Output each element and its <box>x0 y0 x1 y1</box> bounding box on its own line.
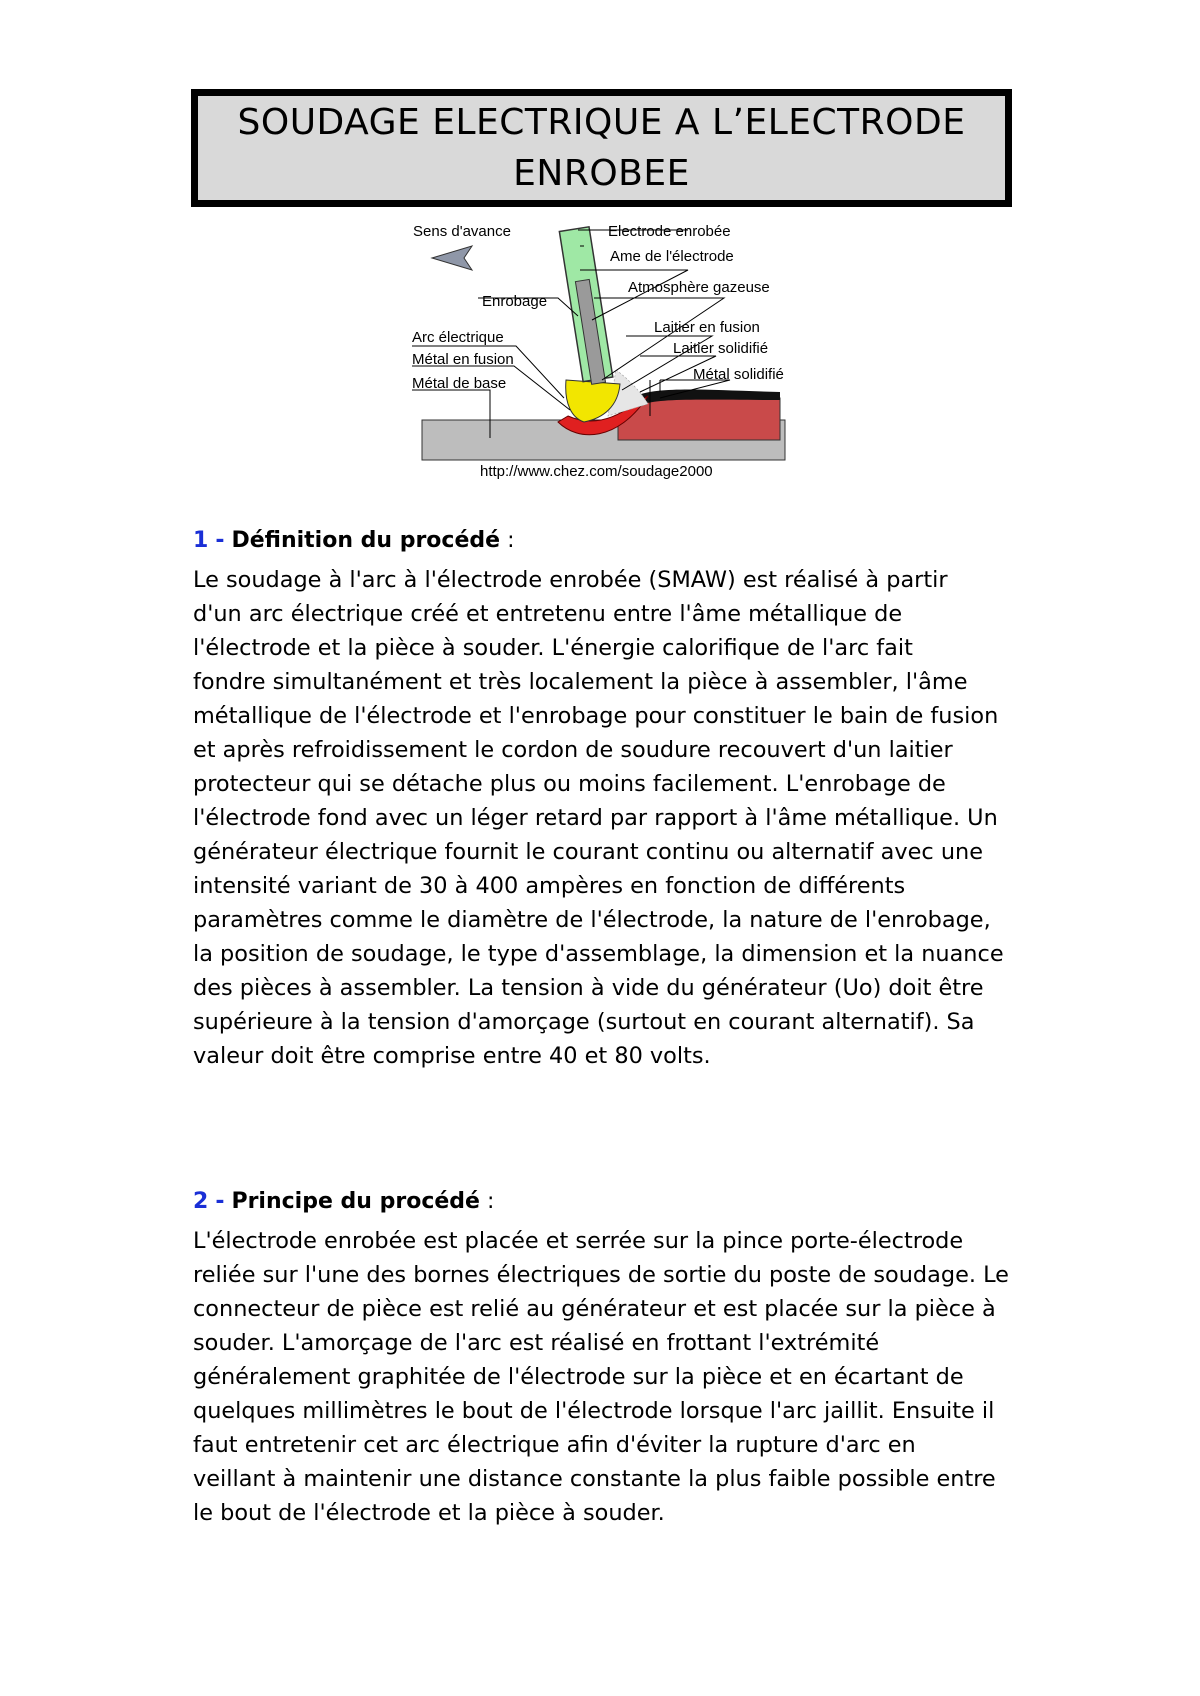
text-line: intensité variant de 30 à 400 ampères en fonction de différents <box>193 873 906 899</box>
section-1-title: Définition du procédé <box>231 528 501 553</box>
label-metal-fusion: Métal en fusion <box>412 351 514 368</box>
text-line: fondre simultanément et très localement la pièce à assembler, l'âme <box>193 669 968 695</box>
text-line: la position de soudage, le type d'assemblage, la dimension et la nuance <box>193 941 1004 967</box>
label-laitier-fusion: Laitier en fusion <box>654 319 760 336</box>
welding-diagram <box>408 220 794 484</box>
text-line: l'électrode et la pièce à souder. L'énergie calorifique de l'arc fait <box>193 635 913 661</box>
label-electrode-enrobee: Electrode enrobée <box>608 223 731 240</box>
label-enrobage: Enrobage <box>482 293 548 310</box>
section-2-dash: - <box>215 1189 225 1214</box>
text-line: faut entretenir cet arc électrique afin d'éviter la rupture d'arc en <box>193 1432 916 1458</box>
text-line: Le soudage à l'arc à l'électrode enrobée (SMAW) est réalisé à partir <box>193 567 948 593</box>
electric-arc <box>566 380 620 422</box>
label-laitier-solidifie: Laitier solidifié <box>673 340 769 357</box>
section-1-heading <box>193 527 514 555</box>
label-metal-base: Métal de base <box>412 375 507 392</box>
text-line: métallique de l'électrode et l'enrobage pour constituer le bain de fusion <box>193 703 999 729</box>
title-box <box>191 89 1012 207</box>
text-line: générateur électrique fournit le courant continu ou alternatif avec une <box>193 839 984 865</box>
text-line: supérieure à la tension d'amorçage (surtout en courant alternatif). Sa <box>193 1009 975 1035</box>
figure-source-url: http://www.chez.com/soudage2000 <box>480 463 713 480</box>
text-line: l'électrode fond avec un léger retard par rapport à l'âme métallique. Un <box>193 805 998 831</box>
text-line: des pièces à assembler. La tension à vide du générateur (Uo) doit être <box>193 975 984 1001</box>
text-line: le bout de l'électrode et la pièce à souder. <box>193 1500 665 1526</box>
title-line-1: SOUDAGE ELECTRIQUE A L’ELECTRODE <box>237 102 966 143</box>
text-line: souder. L'amorçage de l'arc est réalisé en frottant l'extrémité <box>193 1330 880 1356</box>
section-2-paragraph <box>193 1224 1033 1530</box>
label-ame-electrode: Ame de l'électrode <box>610 248 734 265</box>
text-line: généralement graphitée de l'électrode sur la pièce et en écartant de <box>193 1364 964 1390</box>
section-1-number: 1 <box>193 528 209 553</box>
text-line: veillant à maintenir une distance constante la plus faible possible entre <box>193 1466 996 1492</box>
section-2-heading <box>193 1188 494 1216</box>
section-1-dash: - <box>215 528 225 553</box>
section-2-number: 2 <box>193 1189 209 1214</box>
travel-direction-arrow <box>432 246 472 270</box>
text-line: d'un arc électrique créé et entretenu entre l'âme métallique de <box>193 601 903 627</box>
text-line: paramètres comme le diamètre de l'électrode, la nature de l'enrobage, <box>193 907 991 933</box>
label-arc-electrique: Arc électrique <box>412 329 504 346</box>
text-line: protecteur qui se détache plus ou moins facilement. L'enrobage de <box>193 771 946 797</box>
text-line: connecteur de pièce est relié au générateur et est placée sur la pièce à <box>193 1296 996 1322</box>
text-line: quelques millimètres le bout de l'électrode lorsque l'arc jaillit. Ensuite il <box>193 1398 995 1424</box>
text-line: reliée sur l'une des bornes électriques de sortie du poste de soudage. Le <box>193 1262 1009 1288</box>
label-sens-avance: Sens d'avance <box>413 223 511 240</box>
title-line-2: ENROBEE <box>513 153 690 194</box>
label-metal-solidifie: Métal solidifié <box>693 366 784 383</box>
section-1-paragraph <box>193 563 1033 1073</box>
section-2-title: Principe du procédé <box>231 1189 480 1214</box>
section-1-colon: : <box>507 528 515 553</box>
text-line: valeur doit être comprise entre 40 et 80 volts. <box>193 1043 711 1069</box>
section-2-colon: : <box>486 1189 495 1214</box>
label-atmosphere-gazeuse: Atmosphère gazeuse <box>628 279 770 296</box>
text-line: L'électrode enrobée est placée et serrée sur la pince porte-électrode <box>193 1228 964 1254</box>
text-line: et après refroidissement le cordon de soudure recouvert d'un laitier <box>193 737 953 763</box>
welding-diagram-svg <box>408 220 794 484</box>
